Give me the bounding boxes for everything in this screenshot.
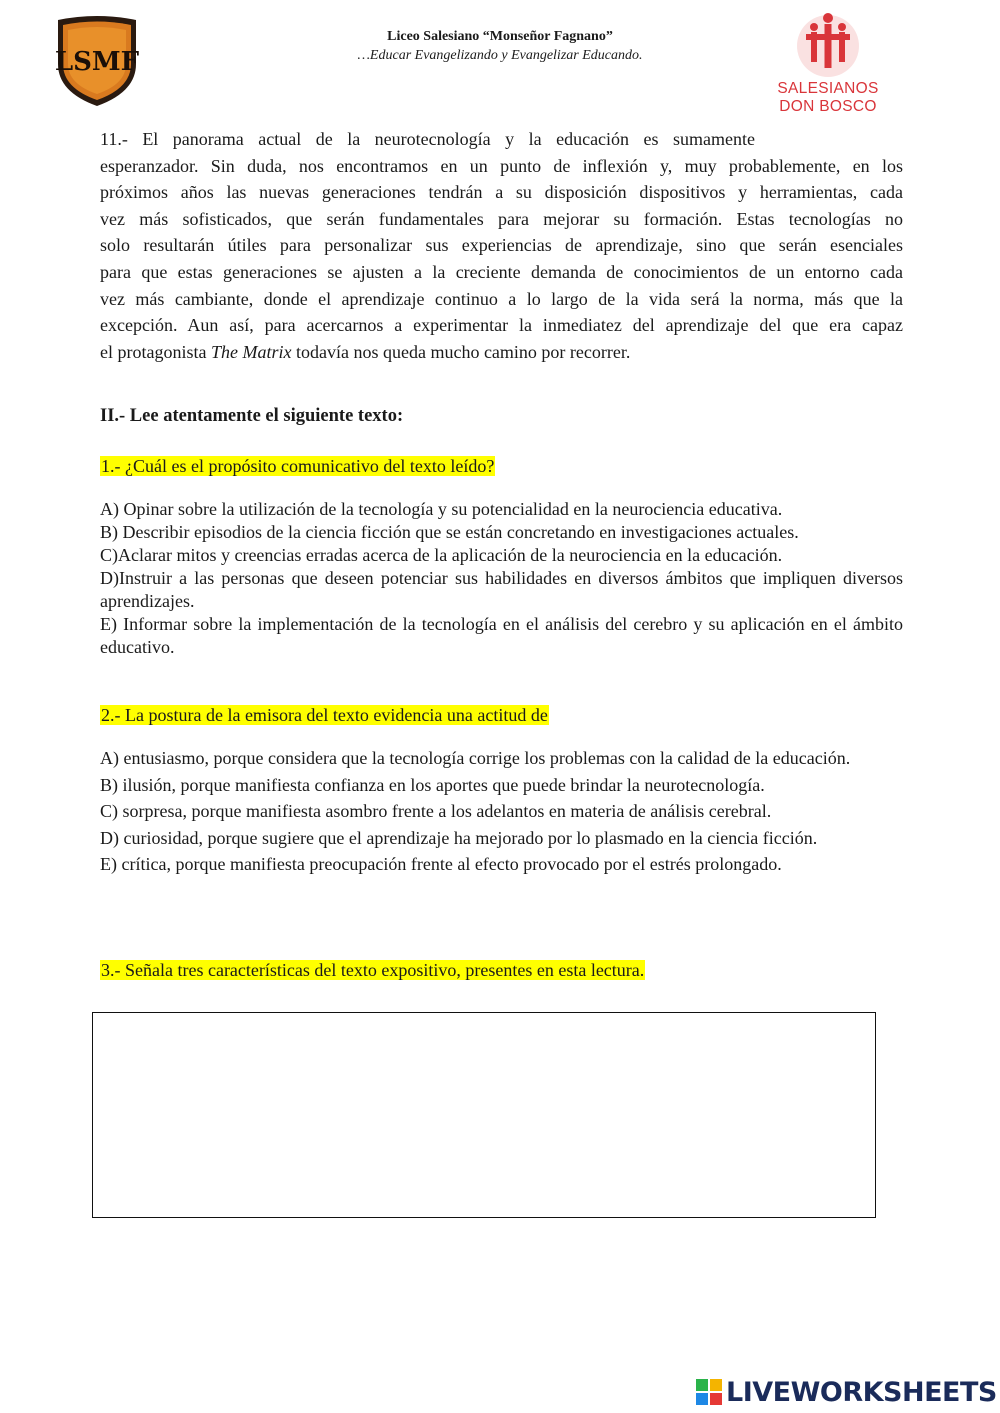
logo-line-1: SALESIANOS bbox=[777, 80, 879, 97]
option-b[interactable]: B) Describir episodios de la ciencia ficción que se están concretando en investigaciones actuales. bbox=[100, 522, 799, 542]
intro-paragraph bbox=[100, 126, 903, 365]
option-d[interactable]: D) curiosidad, porque sugiere que el aprendizaje ha mejorado por lo plasmado en la ciencia ficción. bbox=[100, 827, 818, 848]
movie-title: The Matrix bbox=[210, 341, 292, 362]
question-1-prompt: 1.- ¿Cuál es el propósito comunicativo del texto leído? bbox=[101, 456, 495, 476]
intro-line: próximos años las nuevas generaciones tendrán a su disposición dispositivos y herramientas, cada bbox=[100, 182, 903, 203]
option-e[interactable]: E) Informar sobre la implementación de la tecnología en el análisis del cerebro y su aplicación en el ámbito educativo. bbox=[100, 614, 903, 657]
intro-line: vez más cambiante, donde el aprendizaje continuo a lo largo de la vida será la norma, más que la bbox=[100, 288, 903, 309]
option-a[interactable]: A) entusiasmo, porque considera que la tecnología corrige los problemas con la calidad de la educación. bbox=[100, 748, 851, 768]
option-b[interactable]: B) ilusión, porque manifiesta confianza en los aportes que puede brindar la neurotecnología. bbox=[100, 774, 765, 795]
intro-line: excepción. Aun así, para acercarnos a experimentar la inmediatez del aprendizaje del que era capaz bbox=[100, 315, 903, 336]
question-2-prompt: 2.- La postura de la emisora del texto evidencia una actitud de bbox=[101, 705, 548, 725]
question-2 bbox=[100, 704, 549, 726]
intro-last-line: el protagonista The Matrix todavía nos queda mucho camino por recorrer. bbox=[100, 341, 631, 362]
school-name: Liceo Salesiano “Monseñor Fagnano” bbox=[387, 29, 613, 44]
intro-line: 11.- El panorama actual de la neurotecnología y la educación es sumamente bbox=[100, 129, 755, 149]
intro-line: solo resultarán útiles para personalizar sus experiencias de aprendizaje, sino que serán esenciales bbox=[100, 235, 903, 256]
question-3-prompt: 3.- Señala tres características del texto expositivo, presentes en esta lectura. bbox=[101, 960, 645, 980]
question-2-options bbox=[100, 745, 903, 878]
intro-line: esperanzador. Sin duda, nos encontramos en un punto de inflexión y, muy probablemente, en los bbox=[100, 155, 903, 176]
option-a[interactable]: A) Opinar sobre la utilización de la tecnología y su potencialidad en la neurociencia educativa. bbox=[100, 499, 783, 519]
question-1-options bbox=[100, 498, 903, 659]
intro-line: para que estas generaciones se ajusten a la creciente demanda de conocimientos de un entorno cada bbox=[100, 261, 903, 282]
option-c[interactable]: C) sorpresa, porque manifiesta asombro frente a los adelantos en materia de análisis cerebral. bbox=[100, 801, 772, 822]
intro-line: vez más sofisticados, que serán fundamentales para mejorar su formación. Estas tecnologías no bbox=[100, 208, 903, 229]
option-c[interactable]: C)Aclarar mitos y creencias erradas acerca de la aplicación de la neurociencia en la educación. bbox=[100, 545, 783, 565]
svg-text:LSMF: LSMF bbox=[54, 47, 140, 77]
section-heading: II.- Lee atentamente el siguiente texto: bbox=[100, 406, 404, 426]
liveworksheets-text: LIVEWORKSHEETS bbox=[726, 1377, 997, 1408]
salesianos-don-bosco-logo bbox=[776, 10, 880, 116]
school-motto: …Educar Evangelizando y Evangelizar Educando. bbox=[357, 48, 643, 63]
liveworksheets-icon bbox=[696, 1379, 722, 1405]
logo-line-2: DON BOSCO bbox=[779, 98, 877, 115]
option-e[interactable]: E) crítica, porque manifiesta preocupación frente al efecto provocado por el estrés prolongado. bbox=[100, 854, 782, 875]
option-d[interactable]: D)Instruir a las personas que deseen potenciar sus habilidades en diversos ámbitos que impliquen diversos aprendizajes. bbox=[100, 568, 903, 611]
question-3 bbox=[100, 959, 645, 981]
answer-textbox[interactable] bbox=[92, 1012, 876, 1218]
school-crest-logo bbox=[54, 14, 140, 108]
question-1 bbox=[100, 455, 495, 477]
